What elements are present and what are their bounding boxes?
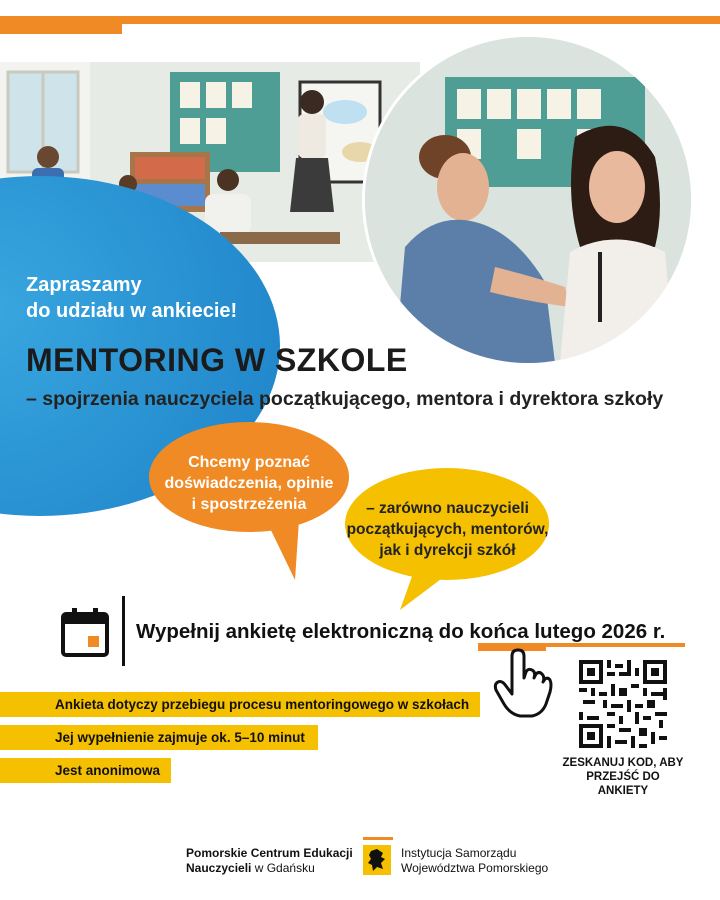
- qr-code[interactable]: [579, 660, 667, 748]
- institution-text: [401, 846, 548, 876]
- qr-caption-line-1: ZESKANUJ KOD, ABY: [562, 757, 684, 769]
- invite-line-2: do udziału w ankiecie!: [26, 300, 238, 322]
- qr-caption-line-2: PRZEJŚĆ DO ANKIETY: [586, 771, 660, 797]
- footer-accent-line: [363, 837, 393, 840]
- invite-line-1: Zapraszamy: [26, 274, 142, 296]
- calendar-icon: [60, 606, 110, 658]
- pcen-logo-text: [186, 846, 353, 876]
- footer-left-line-2-bold: Nauczycieli: [186, 861, 252, 875]
- cta-divider: [122, 596, 125, 666]
- mentoring-photo: [362, 34, 694, 366]
- yellow-bubble-line-1: – zarówno nauczycieli: [366, 500, 529, 517]
- orange-bubble-text: [149, 452, 349, 515]
- page-subtitle: – spojrzenia nauczyciela początkującego, mentora i dyrektora szkoły: [26, 388, 664, 410]
- top-accent-bar-left: [0, 24, 122, 34]
- footer-right-line-1: Instytucja Samorządu: [401, 846, 517, 860]
- orange-bubble-line-1: Chcemy poznać: [188, 454, 310, 471]
- footer-left-line-1: Pomorskie Centrum Edukacji: [186, 846, 353, 860]
- orange-bubble-line-2: doświadczenia, opinie: [164, 475, 334, 492]
- top-accent-bar: [0, 16, 720, 24]
- page-title: MENTORING W SZKOLE: [26, 342, 408, 378]
- footer-right-line-2: Województwa Pomorskiego: [401, 861, 549, 875]
- qr-caption: [560, 756, 686, 798]
- yellow-bubble-line-3: jak i dyrekcji szkół: [379, 542, 516, 559]
- orange-bubble-line-3: i spostrzeżenia: [191, 496, 307, 513]
- info-item: Jej wypełnienie zajmuje ok. 5–10 minut: [0, 725, 318, 750]
- info-item: Jest anonimowa: [0, 758, 171, 783]
- footer-left-line-2-rest: w Gdańsku: [251, 861, 315, 875]
- survey-cta[interactable]: Wypełnij ankietę elektroniczną do końca lutego 2026 r.: [136, 620, 666, 643]
- pomorskie-griffin-logo-icon: [363, 845, 391, 875]
- invite-text: [26, 272, 286, 324]
- hand-pointer-icon: [492, 648, 554, 718]
- yellow-bubble-line-2: początkujących, mentorów,: [346, 521, 549, 538]
- info-item: Ankieta dotyczy przebiegu procesu mentoringowego w szkołach: [0, 692, 480, 717]
- yellow-bubble-text: [345, 498, 550, 561]
